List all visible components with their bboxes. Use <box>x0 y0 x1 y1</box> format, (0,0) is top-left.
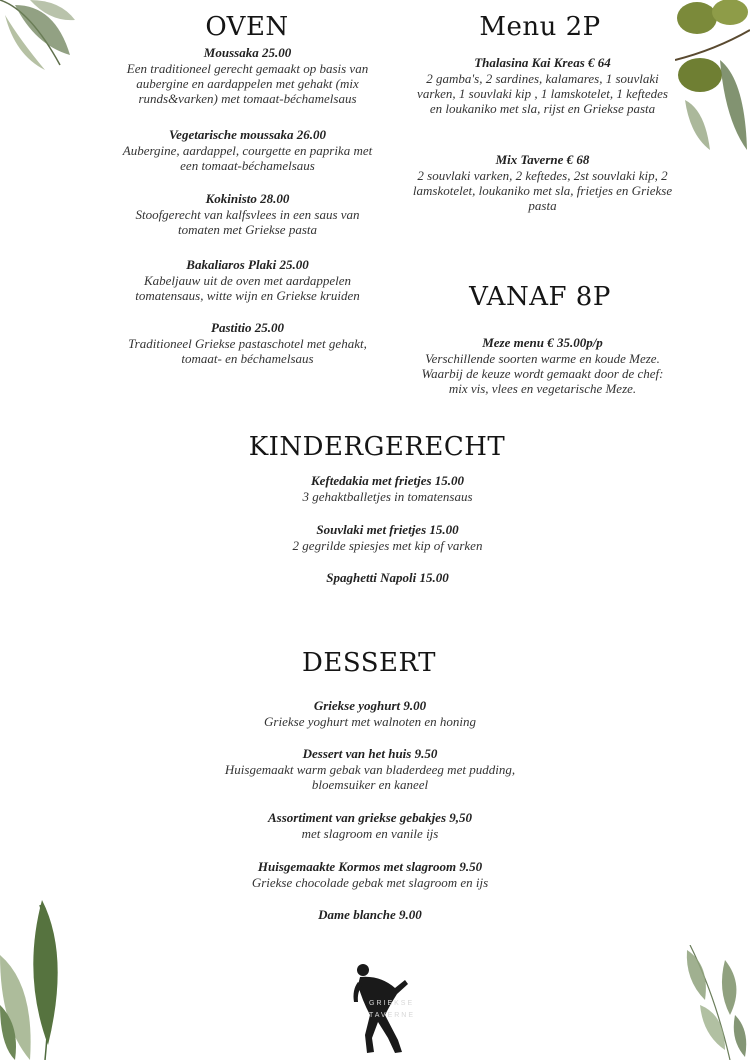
menu-item-name: Mix Taverne € 68 <box>495 152 590 167</box>
menu-item-description-line: Verschillende soorten warme en koude Meze. <box>425 351 660 366</box>
menu-item-description-line: Traditioneel Griekse pastaschotel met gehakt, <box>128 336 367 351</box>
section-heading-menu-2p: Menu 2P <box>479 12 601 42</box>
menu-item-name: Moussaka 25.00 <box>203 45 292 60</box>
section-heading-kindergerecht: KINDERGERECHT <box>248 432 506 462</box>
menu-item <box>95 45 400 106</box>
menu-item <box>185 859 555 890</box>
menu-item <box>200 570 575 586</box>
logo-text-line1: GRIEKSE <box>369 1000 415 1007</box>
menu-item-description-line: Kabeljauw uit de oven met aardappelen <box>143 273 352 288</box>
section-heading-oven: OVEN <box>205 12 289 42</box>
menu-item-name: Bakaliaros Plaki 25.00 <box>186 257 309 272</box>
menu-item-description-line: Griekse yoghurt met walnoten en honing <box>264 714 476 729</box>
menu-item <box>95 191 400 237</box>
menu-item-name: Huisgemaakte Kormos met slagroom 9.50 <box>257 859 483 874</box>
menu-item-description-line: pasta <box>528 198 557 213</box>
menu-item-name: Dame blanche 9.00 <box>318 907 422 922</box>
menu-item <box>185 746 555 792</box>
menu-item-name: Keftedakia met frietjes 15.00 <box>310 473 465 488</box>
leaf-bottom-right-decoration <box>675 945 750 1060</box>
menu-item-name: Dessert van het huis 9.50 <box>302 746 438 761</box>
menu-item-description-line: Aubergine, aardappel, courgette en paprika met <box>122 143 373 158</box>
menu-item-description-line: en loukaniko met sla, rijst en Griekse pasta <box>429 101 656 116</box>
menu-item-name: Spaghetti Napoli 15.00 <box>326 570 449 585</box>
menu-item-description-line: mix vis, vlees en vegetarische Meze. <box>448 381 637 396</box>
menu-item-name: Kokinisto 28.00 <box>205 191 290 206</box>
menu-item-description-line: Stoofgerecht van kalfsvlees in een saus van <box>135 207 360 222</box>
menu-item-description-line: bloemsuiker en kaneel <box>311 777 429 792</box>
menu-item-name: Souvlaki met frietjes 15.00 <box>316 522 459 537</box>
menu-item <box>95 320 400 366</box>
menu-item-description-line: Een traditioneel gerecht gemaakt op basis van <box>126 61 369 76</box>
menu-item-name: Pastitio 25.00 <box>211 320 284 335</box>
griekse-taverne-logo <box>350 960 420 1055</box>
menu-item-description-line: varken, 1 souvlaki kip , 1 lamskotelet, 1 keftedes <box>417 86 668 101</box>
menu-item <box>385 55 700 116</box>
menu-item-name: Griekse yoghurt 9.00 <box>313 698 427 713</box>
menu-item-description-line: met slagroom en vanile ijs <box>301 826 439 841</box>
menu-item-name: Vegetarische moussaka 26.00 <box>168 127 327 142</box>
menu-item-description-line: tomaat- en béchamelsaus <box>181 351 314 366</box>
menu-item <box>200 473 575 504</box>
logo-text-line2: TAVERNE <box>369 1012 416 1019</box>
menu-item <box>95 257 400 303</box>
menu-item-description-line: runds&varken) met tomaat-béchamelsaus <box>138 91 357 106</box>
section-heading-dessert: DESSERT <box>302 648 436 678</box>
menu-item-description-line: Waarbij de keuze wordt gemaakt door de chef: <box>421 366 664 381</box>
menu-item-name: Thalasina Kai Kreas € 64 <box>474 55 611 70</box>
menu-item-description-line: tomaten met Griekse pasta <box>177 222 317 237</box>
menu-item <box>95 127 400 173</box>
menu-item-name: Assortiment van griekse gebakjes 9,50 <box>267 810 473 825</box>
section-heading-vanaf-8p: VANAF 8P <box>469 282 611 312</box>
menu-item-description-line: 2 souvlaki varken, 2 keftedes, 2st souvlaki kip, 2 <box>417 168 668 183</box>
menu-item <box>385 335 700 396</box>
menu-item-description-line: 3 gehaktballetjes in tomatensaus <box>302 489 473 504</box>
menu-item <box>185 907 555 923</box>
menu-item <box>185 698 555 729</box>
menu-item-description-line: Huisgemaakt warm gebak van bladerdeeg met pudding, <box>224 762 516 777</box>
menu-item-description-line: lamskotelet, loukaniko met sla, frietjes en Griekse <box>412 183 673 198</box>
menu-item-description-line: Griekse chocolade gebak met slagroom en ijs <box>251 875 489 890</box>
menu-item-name: Meze menu € 35.00p/p <box>482 335 603 350</box>
menu-item-description-line: een tomaat-béchamelsaus <box>180 158 315 173</box>
discus-thrower-icon <box>350 960 420 1055</box>
menu-item-description-line: 2 gegrilde spiesjes met kip of varken <box>292 538 483 553</box>
menu-item <box>200 522 575 553</box>
menu-item-description-line: tomatensaus, witte wijn en Griekse kruiden <box>135 288 360 303</box>
menu-item <box>385 152 700 213</box>
menu-item-description-line: 2 gamba's, 2 sardines, kalamares, 1 souvlaki <box>426 71 659 86</box>
leaf-top-left-decoration <box>0 0 80 75</box>
leaf-bottom-left-decoration <box>0 895 75 1060</box>
menu-item-description-line: aubergine en aardappelen met gehakt (mix <box>136 76 359 91</box>
menu-item <box>185 810 555 841</box>
